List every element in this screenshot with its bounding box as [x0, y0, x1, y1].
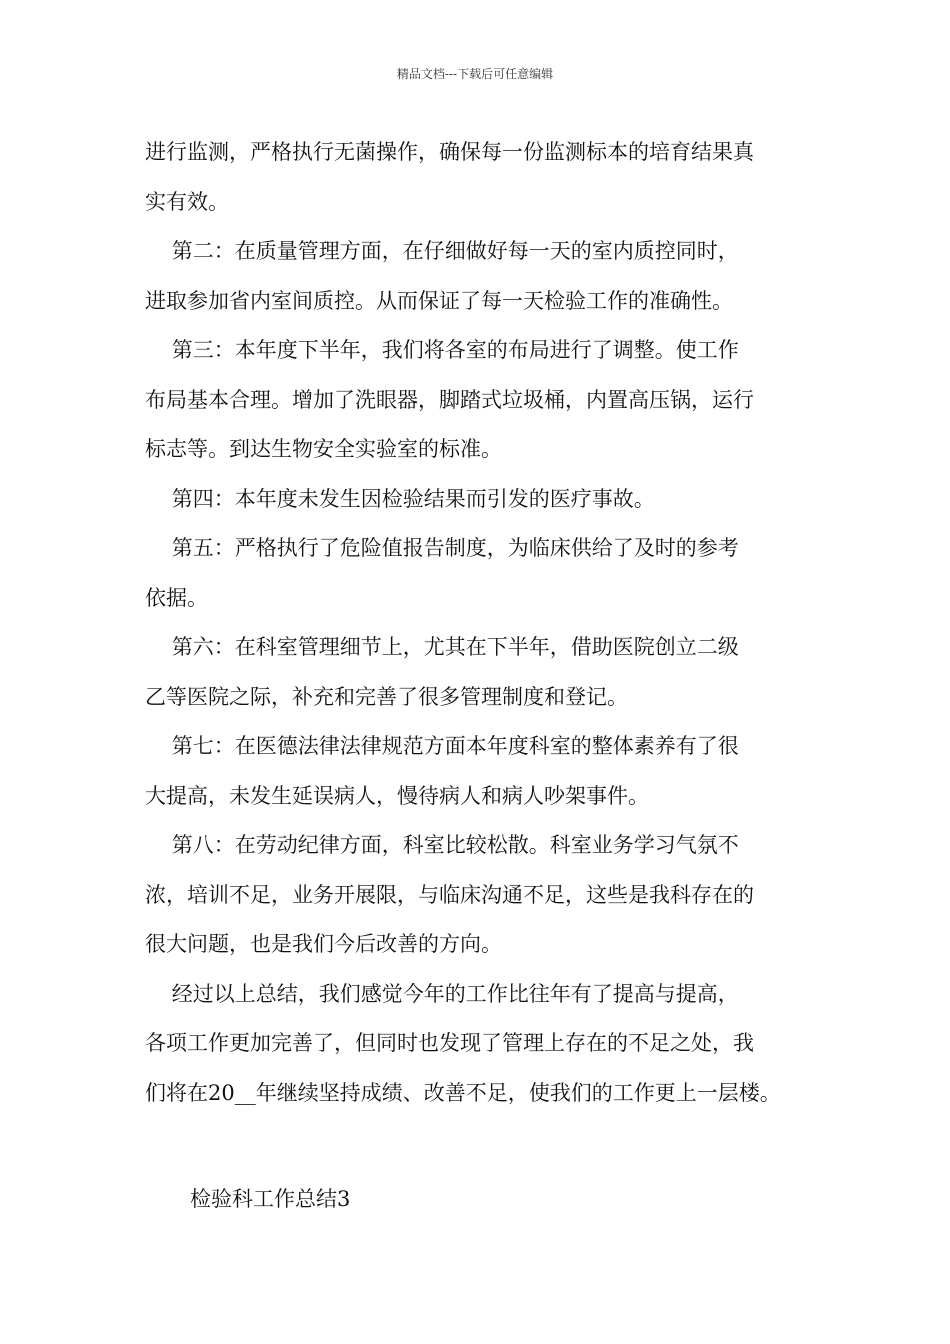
text-line: 乙等医院之际，补充和完善了很多管理制度和登记。: [145, 684, 628, 709]
text-line: 第六：在科室管理细节上，尤其在下半年，借助医院创立二级: [145, 635, 739, 659]
text-line: 很大问题，也是我们今后改善的方向。: [145, 932, 502, 956]
text-line: 第四：本年度未发生因检验结果而引发的医疗事故。: [145, 486, 655, 511]
text-line: 第二：在质量管理方面，在仔细做好每一天的室内质控同时，: [145, 239, 739, 263]
text-line: 第八：在劳动纪律方面，科室比较松散。科室业务学习气氛不: [145, 833, 739, 857]
text-line: 布局基本合理。增加了洗眼器，脚踏式垃圾桶，内置高压锅，运行: [145, 387, 754, 412]
text-line: 进取参加省内室间质控。从而保证了每一天检验工作的准确性。: [145, 288, 733, 313]
text-line: 第五：严格执行了危险值报告制度，为临床供给了及时的参考: [145, 536, 739, 560]
document-body: [145, 128, 820, 1118]
text-line: 第三：本年度下半年，我们将各室的布局进行了调整。使工作: [145, 338, 739, 362]
text-line: 各项工作更加完善了，但同时也发现了管理上存在的不足之处，我: [145, 1031, 754, 1055]
text-line: 实有效。: [145, 189, 229, 214]
text-line: 经过以上总结，我们感觉今年的工作比往年有了提高与提高，: [145, 981, 739, 1006]
text-line: 标志等。到达生物安全实验室的标准。: [145, 437, 502, 461]
text-line: 进行监测，严格执行无菌操作，确保每一份监测标本的培育结果真: [145, 140, 754, 164]
text-line: 第七：在医德法律法律规范方面本年度科室的整体素养有了很: [145, 734, 739, 758]
page-header-watermark: 精品文档---下载后可任意编辑: [396, 67, 554, 81]
text-line: 浓，培训不足，业务开展限，与临床沟通不足，这些是我科存在的: [145, 882, 754, 907]
text-line: 大提高，未发生延误病人，慢待病人和病人吵架事件。: [145, 783, 649, 808]
text-line: 们将在20__年继续坚持成绩、改善不足，使我们的工作更上一层楼。: [145, 1080, 781, 1105]
text-line: 依据。: [145, 585, 208, 610]
section-title: 检验科工作总结3: [190, 1187, 351, 1211]
